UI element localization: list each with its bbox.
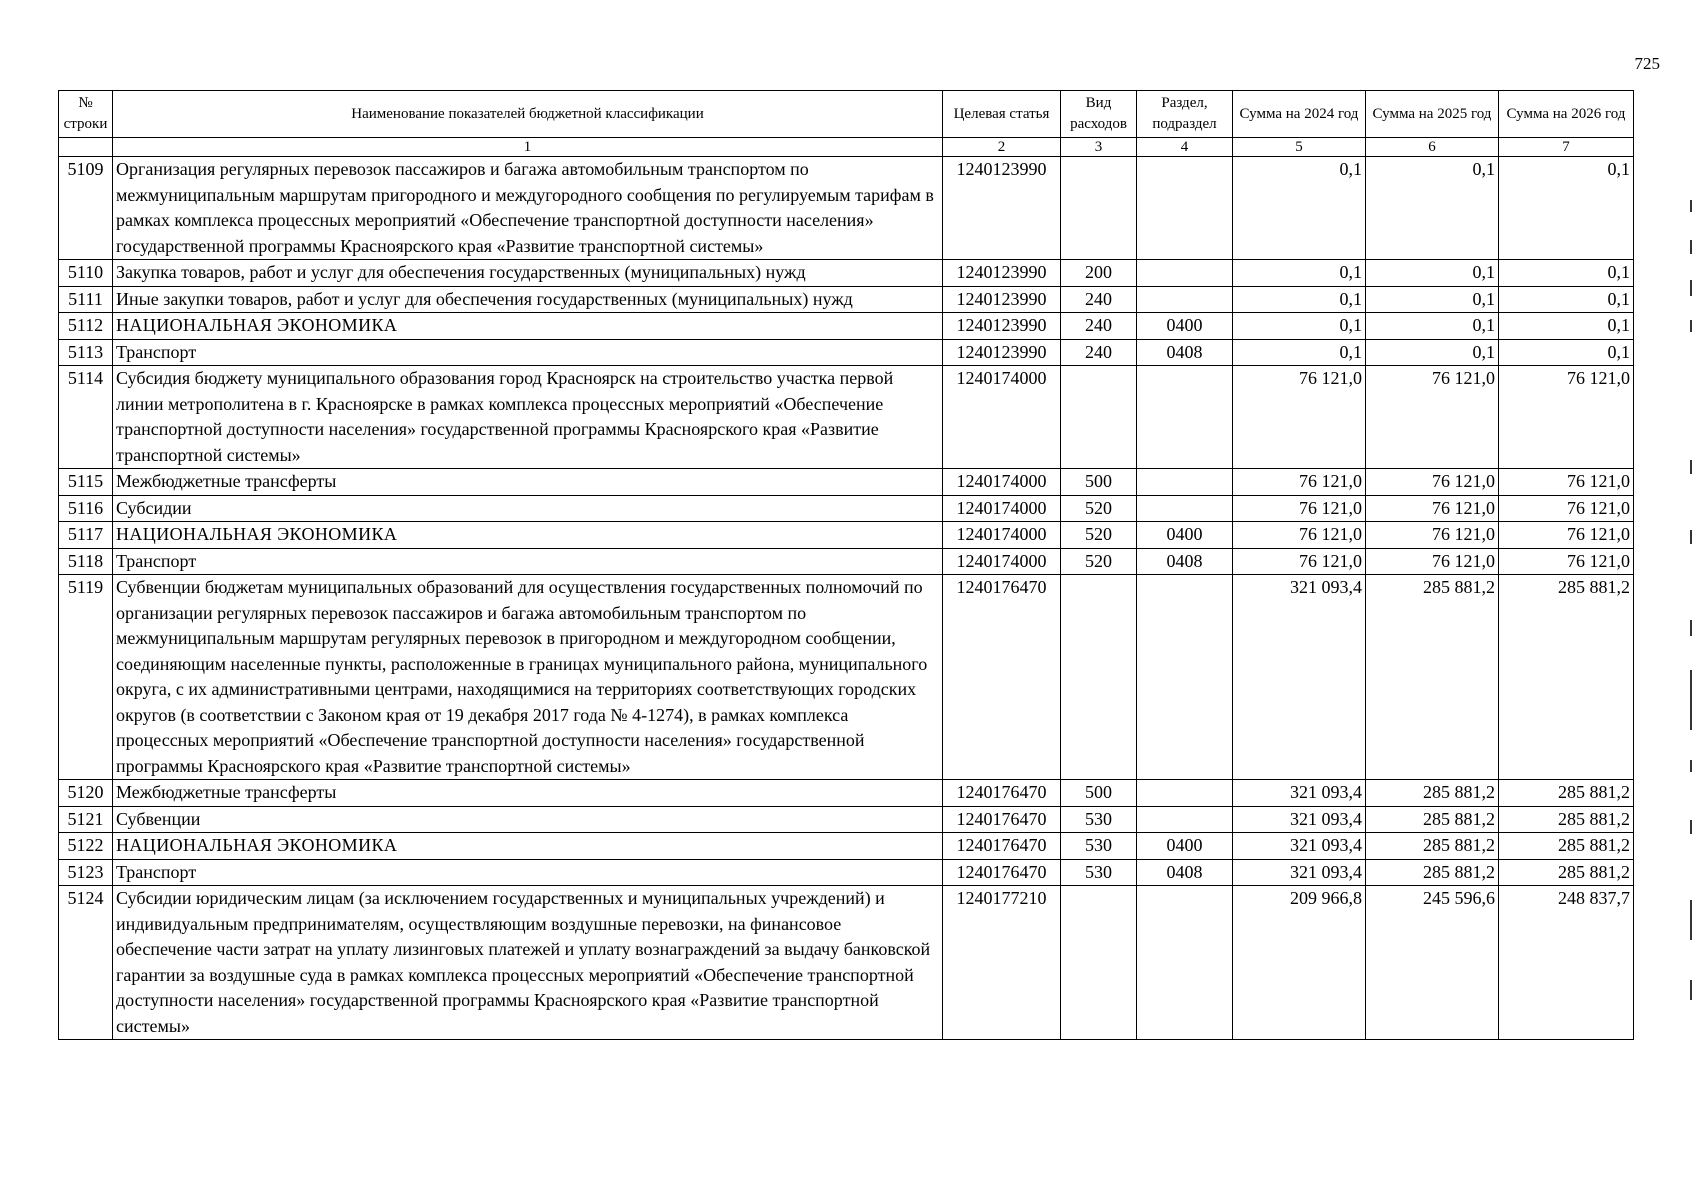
- column-number-row: [59, 138, 1634, 157]
- table-row: [59, 260, 1634, 287]
- section-code: [1137, 806, 1233, 833]
- table-row: [59, 469, 1634, 496]
- expense-kind: [1061, 157, 1137, 260]
- indicator-name: Транспорт: [113, 548, 943, 575]
- row-number: 5117: [59, 522, 113, 549]
- target-article: 1240174000: [943, 469, 1061, 496]
- target-article: 1240176470: [943, 833, 1061, 860]
- header-target-article: Целевая статья: [943, 91, 1061, 138]
- indicator-name: Организация регулярных перевозок пассажиров и багажа автомобильным транспортом по межмуниципальным маршрутам пригородного и междугородного сообщения по регулируемым тарифам в рамках комплекса процессных мероприятий «Обеспечение транспортной доступности населения» государственной программы Красноярского края «Развитие транспортной системы»: [113, 157, 943, 260]
- sum-2026: 76 121,0: [1499, 522, 1634, 549]
- row-number: 5120: [59, 780, 113, 807]
- row-number: 5111: [59, 286, 113, 313]
- section-code: [1137, 157, 1233, 260]
- table-row: [59, 575, 1634, 780]
- sum-2025: 245 596,6: [1366, 886, 1499, 1040]
- sum-2025: 76 121,0: [1366, 548, 1499, 575]
- sum-2024: 321 093,4: [1233, 859, 1366, 886]
- sum-2025: 0,1: [1366, 339, 1499, 366]
- table-header-row: [59, 91, 1634, 138]
- table-row: [59, 366, 1634, 469]
- target-article: 1240177210: [943, 886, 1061, 1040]
- sum-2025: 76 121,0: [1366, 495, 1499, 522]
- expense-kind: 520: [1061, 522, 1137, 549]
- section-code: 0408: [1137, 548, 1233, 575]
- row-number: 5118: [59, 548, 113, 575]
- row-number: 5124: [59, 886, 113, 1040]
- sum-2026: 76 121,0: [1499, 548, 1634, 575]
- column-number: [59, 138, 113, 157]
- indicator-name: Иные закупки товаров, работ и услуг для обеспечения государственных (муниципальных) нужд: [113, 286, 943, 313]
- sum-2026: 76 121,0: [1499, 495, 1634, 522]
- target-article: 1240123990: [943, 286, 1061, 313]
- expense-kind: 530: [1061, 833, 1137, 860]
- sum-2026: 285 881,2: [1499, 806, 1634, 833]
- sum-2024: 321 093,4: [1233, 575, 1366, 780]
- target-article: 1240123990: [943, 157, 1061, 260]
- table-row: [59, 833, 1634, 860]
- sum-2024: 321 093,4: [1233, 780, 1366, 807]
- header-sum-2026: Сумма на 2026 год: [1499, 91, 1634, 138]
- expense-kind: 520: [1061, 495, 1137, 522]
- indicator-name: Транспорт: [113, 339, 943, 366]
- expense-kind: 530: [1061, 859, 1137, 886]
- section-code: 0408: [1137, 859, 1233, 886]
- sum-2026: 0,1: [1499, 260, 1634, 287]
- column-number: 5: [1233, 138, 1366, 157]
- sum-2024: 321 093,4: [1233, 833, 1366, 860]
- column-number: 1: [113, 138, 943, 157]
- target-article: 1240123990: [943, 313, 1061, 340]
- target-article: 1240174000: [943, 548, 1061, 575]
- row-number: 5110: [59, 260, 113, 287]
- sum-2024: 0,1: [1233, 339, 1366, 366]
- section-code: [1137, 886, 1233, 1040]
- row-number: 5113: [59, 339, 113, 366]
- sum-2026: 0,1: [1499, 157, 1634, 260]
- table-row: [59, 313, 1634, 340]
- column-number: 6: [1366, 138, 1499, 157]
- sum-2024: 0,1: [1233, 157, 1366, 260]
- section-code: 0400: [1137, 313, 1233, 340]
- row-number: 5116: [59, 495, 113, 522]
- sum-2024: 76 121,0: [1233, 548, 1366, 575]
- sum-2024: 76 121,0: [1233, 469, 1366, 496]
- target-article: 1240174000: [943, 522, 1061, 549]
- indicator-name: НАЦИОНАЛЬНАЯ ЭКОНОМИКА: [113, 522, 943, 549]
- column-number: 4: [1137, 138, 1233, 157]
- sum-2025: 285 881,2: [1366, 575, 1499, 780]
- sum-2025: 285 881,2: [1366, 806, 1499, 833]
- expense-kind: 240: [1061, 286, 1137, 313]
- section-code: [1137, 780, 1233, 807]
- expense-kind: 500: [1061, 780, 1137, 807]
- sum-2024: 0,1: [1233, 260, 1366, 287]
- column-number: 7: [1499, 138, 1634, 157]
- section-code: [1137, 260, 1233, 287]
- expense-kind: 530: [1061, 806, 1137, 833]
- sum-2025: 0,1: [1366, 313, 1499, 340]
- expense-kind: [1061, 886, 1137, 1040]
- sum-2024: 209 966,8: [1233, 886, 1366, 1040]
- section-code: 0400: [1137, 833, 1233, 860]
- sum-2024: 76 121,0: [1233, 366, 1366, 469]
- section-code: [1137, 286, 1233, 313]
- table-row: [59, 522, 1634, 549]
- table-row: [59, 859, 1634, 886]
- indicator-name: Межбюджетные трансферты: [113, 780, 943, 807]
- indicator-name: Субсидии: [113, 495, 943, 522]
- sum-2025: 76 121,0: [1366, 469, 1499, 496]
- target-article: 1240123990: [943, 339, 1061, 366]
- expense-kind: [1061, 366, 1137, 469]
- indicator-name: НАЦИОНАЛЬНАЯ ЭКОНОМИКА: [113, 313, 943, 340]
- indicator-name: Субвенции бюджетам муниципальных образований для осуществления государственных полномочий по организации регулярных перевозок пассажиров и багажа автомобильным транспортом по межмуниципальным маршрутам регулярных перевозок в пригородном и междугородном сообщении, соединяющим населенные пункты, расположенные в границах муниципального района, муниципального округа, с их административными центрами, находящимися на территориях соответствующих городских округов (в соответствии с Законом края от 19 декабря 2017 года № 4-1274), в рамках комплекса процессных мероприятий «Обеспечение транспортной доступности населения» государственной программы Красноярского края «Развитие транспортной системы»: [113, 575, 943, 780]
- sum-2026: 0,1: [1499, 339, 1634, 366]
- row-number: 5122: [59, 833, 113, 860]
- page-number: 725: [1634, 54, 1660, 73]
- expense-kind: 500: [1061, 469, 1137, 496]
- row-number: 5123: [59, 859, 113, 886]
- sum-2024: 0,1: [1233, 313, 1366, 340]
- column-number: 3: [1061, 138, 1137, 157]
- indicator-name: Закупка товаров, работ и услуг для обеспечения государственных (муниципальных) нужд: [113, 260, 943, 287]
- target-article: 1240176470: [943, 780, 1061, 807]
- header-expense-kind: Вид расходов: [1061, 91, 1137, 138]
- indicator-name: Субсидия бюджету муниципального образования город Красноярск на строительство участка первой линии метрополитена в г. Красноярске в рамках комплекса процессных мероприятий «Обеспечение транспортной доступности населения» государственной программы Красноярского края «Развитие транспортной системы»: [113, 366, 943, 469]
- section-code: [1137, 366, 1233, 469]
- expense-kind: 240: [1061, 313, 1137, 340]
- indicator-name: Транспорт: [113, 859, 943, 886]
- sum-2025: 0,1: [1366, 157, 1499, 260]
- sum-2024: 0,1: [1233, 286, 1366, 313]
- target-article: 1240174000: [943, 495, 1061, 522]
- table-row: [59, 286, 1634, 313]
- expense-kind: 520: [1061, 548, 1137, 575]
- indicator-name: Субсидии юридическим лицам (за исключением государственных и муниципальных учреждений) и индивидуальным предпринимателям, осуществляющим воздушные перевозки, на финансовое обеспечение части затрат на уплату лизинговых платежей и уплату вознаграждений за выдачу банковской гарантии за воздушные суда в рамках комплекса процессных мероприятий «Обеспечение транспортной доступности населения» государственной программы Красноярского края «Развитие транспортной системы»: [113, 886, 943, 1040]
- sum-2026: 0,1: [1499, 286, 1634, 313]
- header-name: Наименование показателей бюджетной классификации: [113, 91, 943, 138]
- table-row: [59, 548, 1634, 575]
- expense-kind: 240: [1061, 339, 1137, 366]
- sum-2026: 285 881,2: [1499, 575, 1634, 780]
- scan-margin-marks: [1690, 200, 1693, 1100]
- sum-2026: 76 121,0: [1499, 366, 1634, 469]
- sum-2024: 76 121,0: [1233, 522, 1366, 549]
- header-row-number: № строки: [59, 91, 113, 138]
- table-row: [59, 806, 1634, 833]
- row-number: 5114: [59, 366, 113, 469]
- row-number: 5115: [59, 469, 113, 496]
- sum-2026: 285 881,2: [1499, 859, 1634, 886]
- sum-2025: 0,1: [1366, 260, 1499, 287]
- table-row: [59, 339, 1634, 366]
- section-code: 0408: [1137, 339, 1233, 366]
- header-sum-2025: Сумма на 2025 год: [1366, 91, 1499, 138]
- target-article: 1240176470: [943, 859, 1061, 886]
- sum-2025: 285 881,2: [1366, 859, 1499, 886]
- sum-2025: 285 881,2: [1366, 833, 1499, 860]
- target-article: 1240176470: [943, 575, 1061, 780]
- table-row: [59, 886, 1634, 1040]
- row-number: 5121: [59, 806, 113, 833]
- table-row: [59, 780, 1634, 807]
- table-row: [59, 495, 1634, 522]
- section-code: [1137, 469, 1233, 496]
- sum-2026: 76 121,0: [1499, 469, 1634, 496]
- row-number: 5112: [59, 313, 113, 340]
- column-number: 2: [943, 138, 1061, 157]
- indicator-name: Межбюджетные трансферты: [113, 469, 943, 496]
- target-article: 1240176470: [943, 806, 1061, 833]
- sum-2026: 285 881,2: [1499, 780, 1634, 807]
- section-code: [1137, 495, 1233, 522]
- indicator-name: НАЦИОНАЛЬНАЯ ЭКОНОМИКА: [113, 833, 943, 860]
- indicator-name: Субвенции: [113, 806, 943, 833]
- sum-2025: 285 881,2: [1366, 780, 1499, 807]
- sum-2024: 76 121,0: [1233, 495, 1366, 522]
- target-article: 1240174000: [943, 366, 1061, 469]
- sum-2026: 285 881,2: [1499, 833, 1634, 860]
- sum-2025: 76 121,0: [1366, 522, 1499, 549]
- row-number: 5109: [59, 157, 113, 260]
- expense-kind: [1061, 575, 1137, 780]
- header-section: Раздел, подраздел: [1137, 91, 1233, 138]
- target-article: 1240123990: [943, 260, 1061, 287]
- header-sum-2024: Сумма на 2024 год: [1233, 91, 1366, 138]
- row-number: 5119: [59, 575, 113, 780]
- sum-2026: 248 837,7: [1499, 886, 1634, 1040]
- sum-2025: 76 121,0: [1366, 366, 1499, 469]
- budget-table: [58, 90, 1634, 1040]
- section-code: [1137, 575, 1233, 780]
- sum-2026: 0,1: [1499, 313, 1634, 340]
- sum-2024: 321 093,4: [1233, 806, 1366, 833]
- sum-2025: 0,1: [1366, 286, 1499, 313]
- table-row: [59, 157, 1634, 260]
- expense-kind: 200: [1061, 260, 1137, 287]
- section-code: 0400: [1137, 522, 1233, 549]
